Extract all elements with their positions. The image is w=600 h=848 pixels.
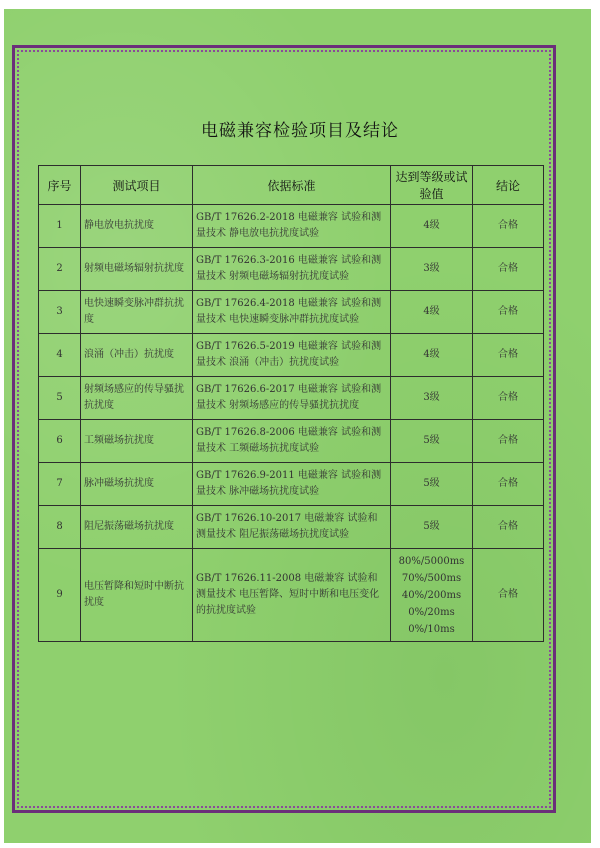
row-level: 4级 — [391, 205, 473, 248]
table-row — [39, 549, 544, 642]
row-test-item: 射频电磁场辐射抗扰度 — [81, 248, 193, 291]
row-test-item: 工频磁场抗扰度 — [81, 420, 193, 463]
level-value: 0%/20ms — [408, 606, 455, 618]
row-conclusion: 合格 — [473, 291, 544, 334]
row-standard: GB/T 17626.9-2011 电磁兼容 试验和测量技术 脉冲磁场抗扰度试验 — [193, 463, 391, 506]
row-number: 2 — [39, 248, 81, 291]
row-level: 3级 — [391, 248, 473, 291]
row-number: 7 — [39, 463, 81, 506]
table-row — [39, 506, 544, 549]
row-number: 8 — [39, 506, 81, 549]
row-number: 1 — [39, 205, 81, 248]
row-test-item: 电压暂降和短时中断抗扰度 — [81, 549, 193, 642]
row-standard: GB/T 17626.2-2018 电磁兼容 试验和测量技术 静电放电抗扰度试验 — [193, 205, 391, 248]
row-standard: GB/T 17626.6-2017 电磁兼容 试验和测量技术 射频场感应的传导骚扰抗扰度 — [193, 377, 391, 420]
row-test-item: 静电放电抗扰度 — [81, 205, 193, 248]
row-level: 4级 — [391, 334, 473, 377]
row-conclusion: 合格 — [473, 377, 544, 420]
row-conclusion: 合格 — [473, 463, 544, 506]
row-test-item: 射频场感应的传导骚扰抗扰度 — [81, 377, 193, 420]
row-test-item: 脉冲磁场抗扰度 — [81, 463, 193, 506]
table-row — [39, 377, 544, 420]
row-level: 3级 — [391, 377, 473, 420]
row-level: 5级 — [391, 420, 473, 463]
row-conclusion: 合格 — [473, 549, 544, 642]
row-level: 5级 — [391, 506, 473, 549]
header-level: 达到等级或试验值 — [391, 166, 473, 205]
row-conclusion: 合格 — [473, 506, 544, 549]
row-level: 4级 — [391, 291, 473, 334]
table-row — [39, 291, 544, 334]
row-conclusion: 合格 — [473, 248, 544, 291]
emc-results-table — [38, 165, 544, 642]
row-standard: GB/T 17626.10-2017 电磁兼容 试验和测量技术 阻尼振荡磁场抗扰度试验 — [193, 506, 391, 549]
level-value: 70%/500ms — [401, 572, 462, 584]
row-standard: GB/T 17626.8-2006 电磁兼容 试验和测量技术 工频磁场抗扰度试验 — [193, 420, 391, 463]
level-value: 80%/5000ms — [398, 555, 465, 567]
table-header-row — [39, 166, 544, 205]
row-test-item: 阻尼振荡磁场抗扰度 — [81, 506, 193, 549]
row-test-item: 电快速瞬变脉冲群抗扰度 — [81, 291, 193, 334]
row-standard: GB/T 17626.5-2019 电磁兼容 试验和测量技术 浪涌（冲击）抗扰度试验 — [193, 334, 391, 377]
row-conclusion: 合格 — [473, 420, 544, 463]
row-level-values — [391, 549, 473, 642]
header-standard: 依据标准 — [193, 166, 391, 205]
row-test-item: 浪涌（冲击）抗扰度 — [81, 334, 193, 377]
row-standard: GB/T 17626.3-2016 电磁兼容 试验和测量技术 射频电磁场辐射抗扰度试验 — [193, 248, 391, 291]
row-standard: GB/T 17626.4-2018 电磁兼容 试验和测量技术 电快速瞬变脉冲群抗扰度试验 — [193, 291, 391, 334]
table-row — [39, 248, 544, 291]
row-standard: GB/T 17626.11-2008 电磁兼容 试验和测量技术 电压暂降、短时中断和电压变化的抗扰度试验 — [193, 549, 391, 642]
row-number: 9 — [39, 549, 81, 642]
level-value: 40%/200ms — [401, 589, 462, 601]
level-value: 0%/10ms — [408, 623, 455, 635]
row-number: 4 — [39, 334, 81, 377]
table-row — [39, 420, 544, 463]
table-body — [39, 205, 544, 549]
row-level: 5级 — [391, 463, 473, 506]
row-number: 3 — [39, 291, 81, 334]
row-number: 5 — [39, 377, 81, 420]
table-row — [39, 205, 544, 248]
table-row — [39, 463, 544, 506]
header-no: 序号 — [39, 166, 81, 205]
header-item: 测试项目 — [81, 166, 193, 205]
page-title: 电磁兼容检验项目及结论 — [201, 121, 399, 141]
row-conclusion: 合格 — [473, 334, 544, 377]
header-conclusion: 结论 — [473, 166, 544, 205]
table-row — [39, 334, 544, 377]
row-conclusion: 合格 — [473, 205, 544, 248]
row-number: 6 — [39, 420, 81, 463]
